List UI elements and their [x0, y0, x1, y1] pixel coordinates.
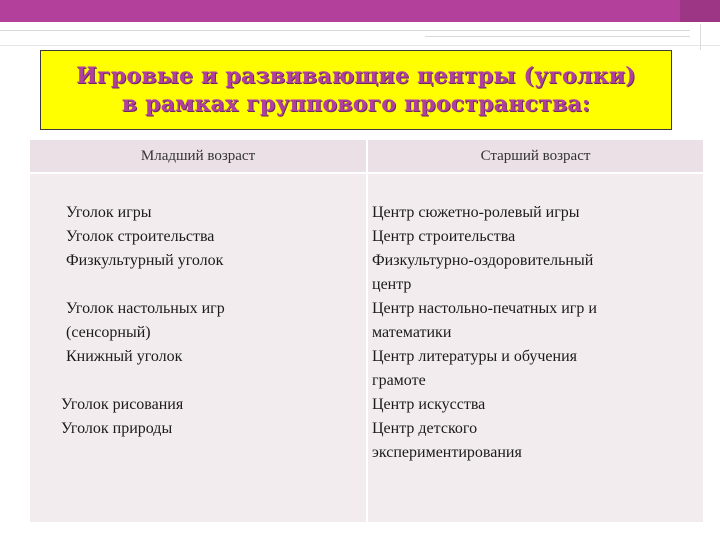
right-list-item: Центр искусства [372, 396, 486, 413]
centers-table [30, 140, 703, 522]
right-list-item: Центр детского [372, 420, 478, 437]
top-decor-bar-accent [680, 0, 720, 22]
left-list-item: Уголок рисования [61, 396, 184, 413]
slide-title-line-1: Игровые и развивающие центры (уголки) [76, 63, 636, 89]
right-list-item: математики [372, 324, 452, 341]
decor-rule [425, 36, 690, 37]
right-list-item: Центр литературы и обучения [372, 348, 577, 365]
right-list-item: центр [372, 276, 412, 293]
left-list-item: Уголок природы [61, 420, 173, 437]
left-list-item: Книжный уголок [66, 348, 183, 365]
top-decor-bar-main [0, 0, 680, 22]
right-list-item: экспериментирования [372, 444, 522, 461]
decor-rule [700, 24, 701, 50]
header-older-age: Старший возраст [368, 140, 703, 172]
title-box [40, 50, 672, 130]
decor-rule [0, 30, 690, 31]
decor-rule [0, 45, 720, 46]
left-list-item: Уголок настольных игр [66, 300, 225, 317]
right-list-item: грамоте [372, 372, 426, 389]
header-younger-age: Младший возраст [30, 140, 366, 172]
right-list-item: Центр строительства [372, 228, 516, 245]
top-decor-bar [0, 0, 720, 22]
right-list-item: Центр сюжетно-ролевый игры [372, 204, 580, 221]
header-divider [30, 172, 703, 174]
left-list-item: (сенсорный) [66, 324, 151, 341]
left-list-item: Физкультурный уголок [66, 252, 224, 269]
slide-title-line-2: в рамках группового пространства: [121, 91, 591, 117]
column-divider [366, 140, 368, 522]
right-list-item: Центр настольно-печатных игр и [372, 300, 597, 317]
left-list-item: Уголок игры [66, 204, 152, 221]
left-list-item: Уголок строительства [66, 228, 215, 245]
right-list-item: Физкультурно-оздоровительный [372, 252, 594, 269]
